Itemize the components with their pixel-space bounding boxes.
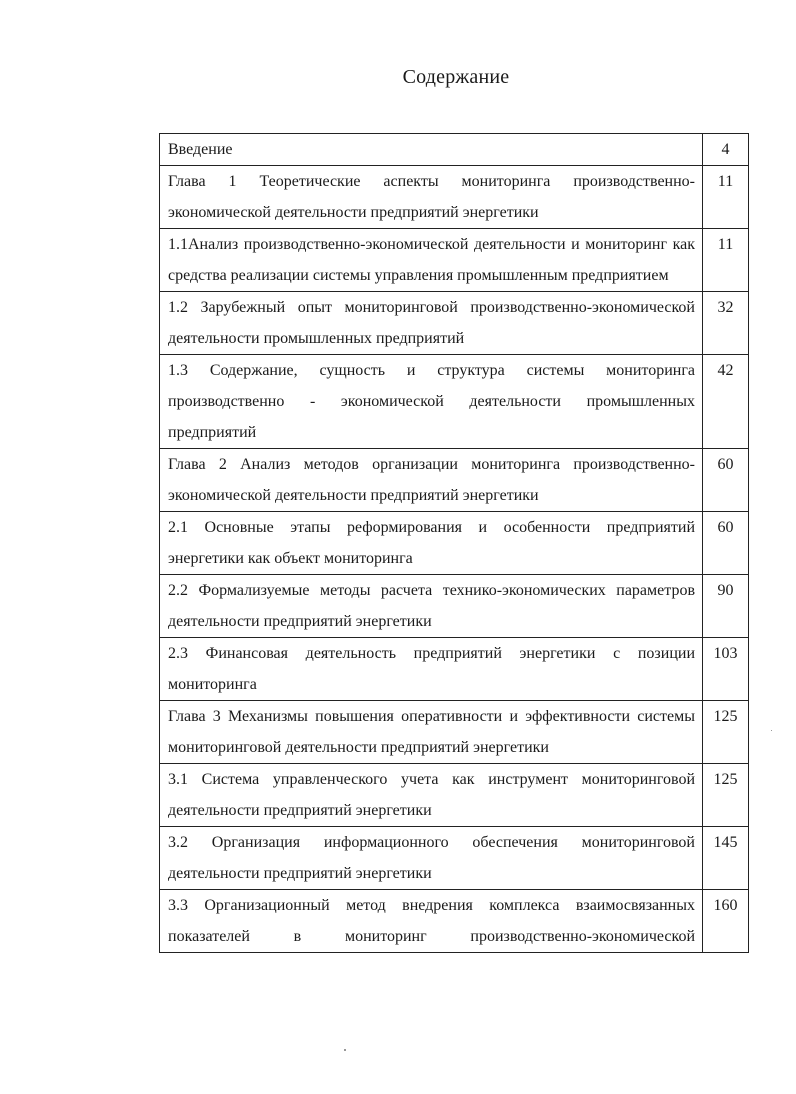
- toc-entry-title: 3.2 Организация информационного обеспечения мониторинговой деятельности предприятий энергетики: [160, 827, 703, 890]
- scan-speck: [771, 730, 772, 731]
- toc-row: [160, 701, 749, 764]
- toc-entry-page: 32: [703, 292, 749, 355]
- toc-row: [160, 764, 749, 827]
- toc-entry-page: 160: [703, 890, 749, 953]
- toc-entry-page: 125: [703, 764, 749, 827]
- toc-entry-page: 125: [703, 701, 749, 764]
- toc-entry-title: 2.3 Финансовая деятельность предприятий энергетики с позиции мониторинга: [160, 638, 703, 701]
- toc-entry-title: 1.3 Содержание, сущность и структура системы мониторинга производственно - экономической деятельности промышленных предприятий: [160, 355, 703, 449]
- toc-table: [159, 133, 749, 953]
- toc-row: [160, 827, 749, 890]
- toc-entry-title: Введение: [160, 134, 703, 166]
- toc-row: [160, 575, 749, 638]
- toc-entry-title: 3.3 Организационный метод внедрения комплекса взаимосвязанных показателей в мониторинг производственно-экономической: [160, 890, 703, 953]
- toc-entry-title: Глава 1 Теоретические аспекты мониторинга производственно-экономической деятельности предприятий энергетики: [160, 166, 703, 229]
- toc-row: [160, 166, 749, 229]
- toc-entry-title: 2.2 Формализуемые методы расчета технико-экономических параметров деятельности предприятий энергетики: [160, 575, 703, 638]
- toc-row: [160, 229, 749, 292]
- page-title: Содержание: [402, 66, 510, 88]
- toc-row: [160, 134, 749, 166]
- toc-entry-title: Глава 2 Анализ методов организации мониторинга производственно-экономической деятельности предприятий энергетики: [160, 449, 703, 512]
- toc-entry-page: 60: [703, 449, 749, 512]
- toc-entry-title: 3.1 Система управленческого учета как инструмент мониторинговой деятельности предприятий энергетики: [160, 764, 703, 827]
- toc-entry-title: 2.1 Основные этапы реформирования и особенности предприятий энергетики как объект мониторинга: [160, 512, 703, 575]
- toc-entry-page: 11: [703, 166, 749, 229]
- toc-entry-page: 42: [703, 355, 749, 449]
- toc-row: [160, 638, 749, 701]
- toc-entry-page: 90: [703, 575, 749, 638]
- scan-speck: [344, 1049, 346, 1051]
- toc-entry-page: 60: [703, 512, 749, 575]
- toc-entry-page: 4: [703, 134, 749, 166]
- toc-row: [160, 890, 749, 953]
- toc-row: [160, 292, 749, 355]
- toc-row: [160, 449, 749, 512]
- toc-entry-page: 145: [703, 827, 749, 890]
- toc-entry-page: 11: [703, 229, 749, 292]
- toc-entry-title: 1.1Анализ производственно-экономической деятельности и мониторинг как средства реализации системы управления промышленным предприятием: [160, 229, 703, 292]
- toc-entry-page: 103: [703, 638, 749, 701]
- toc-entry-title: Глава 3 Механизмы повышения оперативности и эффективности системы мониторинговой деятельности предприятий энергетики: [160, 701, 703, 764]
- toc-entry-title: 1.2 Зарубежный опыт мониторинговой производственно-экономической деятельности промышленных предприятий: [160, 292, 703, 355]
- toc-row: [160, 355, 749, 449]
- toc-row: [160, 512, 749, 575]
